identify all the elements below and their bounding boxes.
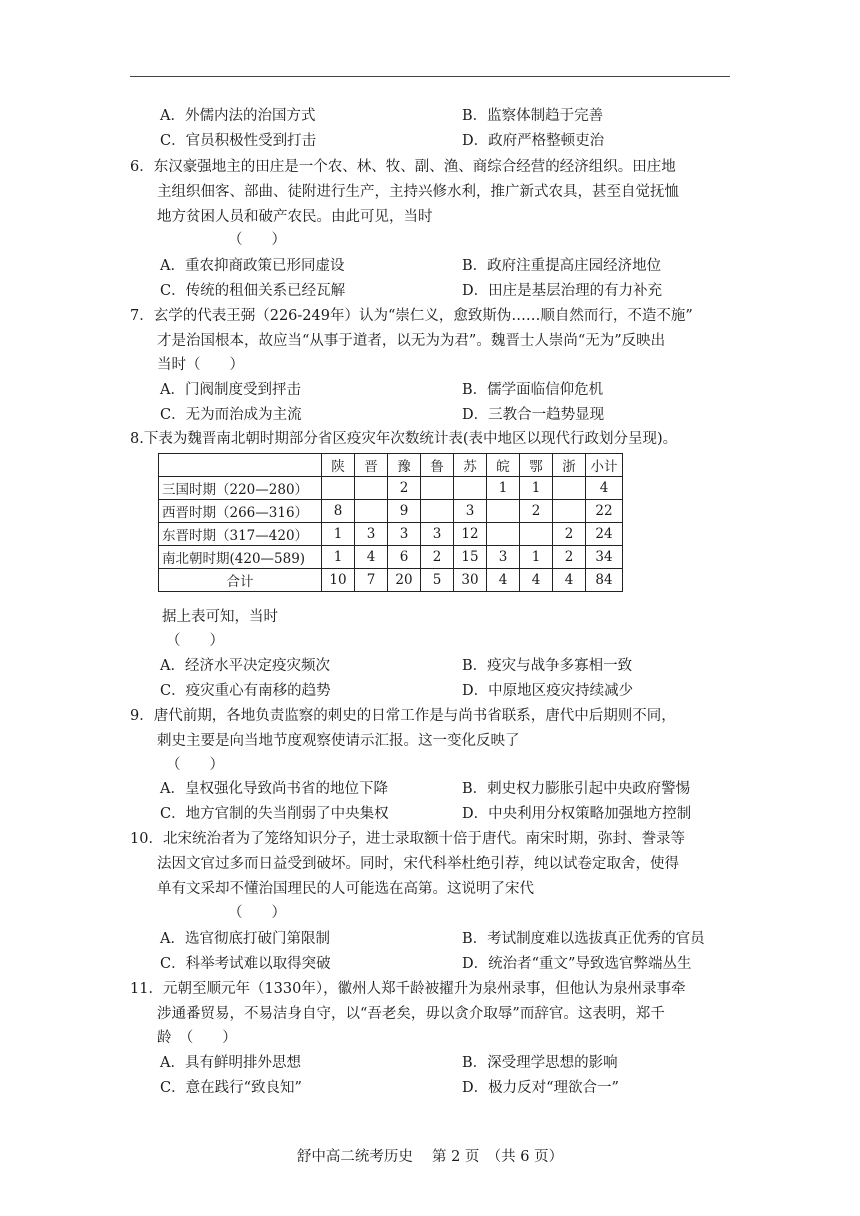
table-cell: 3 <box>454 500 487 523</box>
header-rule <box>130 76 730 77</box>
q11-stem-line2: 涉通番贸易，不易洁身自守，以“吾老矣，毋以贪介取辱”而辞官。这表明，郑千 <box>157 1006 665 1022</box>
q9-answer-blank: （ ） <box>166 757 224 773</box>
table-cell: 10 <box>322 569 355 592</box>
q6-stem-line3: 地方贫困人员和破产农民。由此可见，当时 <box>157 209 433 225</box>
q10-option-d: D．统治者“重文”导致选官弊端丛生 <box>462 956 692 972</box>
table-cell: 1 <box>487 477 520 500</box>
table-cell <box>322 477 355 500</box>
q11-option-c: C．意在践行“致良知” <box>160 1080 302 1096</box>
table-cell <box>553 500 586 523</box>
q8-after-table: 据上表可知，当时 <box>162 609 278 625</box>
q6-stem-line2: 主组织佃客、部曲、徒附进行生产，主持兴修水利，推广新式农具，甚至自觉抚恤 <box>157 184 679 200</box>
q6-option-b: B．政府注重提高庄园经济地位 <box>462 258 662 274</box>
table-row <box>159 500 623 523</box>
q10-option-b: B．考试制度难以选拔真正优秀的官员 <box>462 931 705 947</box>
table-cell: 3 <box>355 523 388 546</box>
table-cell: 1 <box>520 546 553 569</box>
table-cell: 4 <box>487 569 520 592</box>
q6-answer-blank: （ ） <box>228 232 286 248</box>
q8-answer-blank: （ ） <box>166 633 224 649</box>
table-cell: 34 <box>586 546 623 569</box>
table-cell: 2 <box>520 500 553 523</box>
table-cell: 4 <box>553 569 586 592</box>
table-header-cell: 豫 <box>388 454 421 477</box>
q11-stem-line1: 11．元朝至顺元年（1330年），徽州人郑千龄被擢升为泉州录事，但他认为泉州录事牵 <box>130 981 686 997</box>
q5-option-b: B．监察体制趋于完善 <box>462 108 604 124</box>
table-cell: 2 <box>421 546 454 569</box>
q11-stem-line3: 龄 （ ） <box>157 1030 237 1046</box>
q11-option-b: B．深受理学思想的影响 <box>462 1055 618 1071</box>
q9-stem-line1: 9．唐代前期，各地负责监察的刺史的日常工作是与尚书省联系，唐代中后期则不同， <box>130 708 676 724</box>
table-cell <box>454 477 487 500</box>
q8-option-b: B．疫灾与战争多寡相一致 <box>462 658 633 674</box>
page-footer: 舒中高二统考历史 第 2 页 （共 6 页） <box>296 1149 564 1165</box>
q9-option-d: D．中央利用分权策略加强地方控制 <box>462 806 692 822</box>
table-row <box>159 477 623 500</box>
table-row <box>159 523 623 546</box>
q6-option-a: A．重农抑商政策已形同虚设 <box>160 258 345 274</box>
q9-stem-line2: 刺史主要是向当地节度观察使请示汇报。这一变化反映了 <box>157 733 520 749</box>
q6-stem-line1: 6．东汉豪强地主的田庄是一个农、林、牧、副、渔、商综合经营的经济组织。田庄地 <box>130 159 676 175</box>
table-cell <box>487 523 520 546</box>
q7-option-b: B．儒学面临信仰危机 <box>462 382 604 398</box>
table-cell <box>553 477 586 500</box>
q6-option-c: C．传统的租佃关系已经瓦解 <box>160 283 346 299</box>
table-cell: 三国时期（220—280） <box>159 477 322 500</box>
table-total-row <box>159 569 623 592</box>
table-row <box>159 546 623 569</box>
table-cell: 5 <box>421 569 454 592</box>
q10-option-a: A．选官彻底打破门第限制 <box>160 931 330 947</box>
table-cell <box>421 500 454 523</box>
table-header-cell: 小计 <box>586 454 623 477</box>
table-header-cell: 陕 <box>322 454 355 477</box>
table-header-cell: 苏 <box>454 454 487 477</box>
q7-stem-line3: 当时（ ） <box>157 357 244 373</box>
table-cell: 6 <box>388 546 421 569</box>
table-cell: 1 <box>520 477 553 500</box>
table-cell <box>487 500 520 523</box>
table-cell: 24 <box>586 523 623 546</box>
q10-stem-line2: 法因文官过多而日益受到破坏。同时，宋代科举杜绝引荐，纯以试卷定取舍，使得 <box>157 856 679 872</box>
table-cell: 4 <box>355 546 388 569</box>
table-cell: 4 <box>586 477 623 500</box>
q7-option-c: C．无为而治成为主流 <box>160 407 302 423</box>
table-cell <box>355 477 388 500</box>
table-header-cell: 鄂 <box>520 454 553 477</box>
q10-answer-blank: （ ） <box>228 905 286 921</box>
table-cell: 9 <box>388 500 421 523</box>
table-cell: 22 <box>586 500 623 523</box>
q9-option-c: C．地方官制的失当削弱了中央集权 <box>160 806 389 822</box>
q10-stem-line3: 单有文采却不懂治国理民的人可能选在高第。这说明了宋代 <box>157 881 534 897</box>
table-cell <box>520 523 553 546</box>
table-cell: 15 <box>454 546 487 569</box>
table-cell: 3 <box>388 523 421 546</box>
table-cell: 7 <box>355 569 388 592</box>
table-cell: 30 <box>454 569 487 592</box>
table-cell <box>355 500 388 523</box>
table-cell: 1 <box>322 546 355 569</box>
q11-option-d: D．极力反对“理欲合一” <box>462 1080 619 1096</box>
q7-stem-line2: 才是治国根本，故应当“从事于道者，以无为为君”。魏晋士人崇尚“无为”反映出 <box>157 333 666 349</box>
q5-option-d: D．政府严格整顿吏治 <box>462 133 605 149</box>
table-cell: 84 <box>586 569 623 592</box>
q8-option-a: A．经济水平决定疫灾频次 <box>160 658 330 674</box>
table-cell: 2 <box>553 546 586 569</box>
q9-option-b: B．刺史权力膨胀引起中央政府警惕 <box>462 781 691 797</box>
table-cell: 2 <box>553 523 586 546</box>
epidemic-stats-table <box>158 453 623 592</box>
q7-option-a: A．门阀制度受到抨击 <box>160 382 301 398</box>
table-cell: 3 <box>421 523 454 546</box>
table-cell: 8 <box>322 500 355 523</box>
q5-option-a: A．外儒内法的治国方式 <box>160 108 316 124</box>
table-cell: 1 <box>322 523 355 546</box>
table-cell <box>421 477 454 500</box>
q9-option-a: A．皇权强化导致尚书省的地位下降 <box>160 781 388 797</box>
q8-option-c: C．疫灾重心有南移的趋势 <box>160 683 331 699</box>
table-cell: 3 <box>487 546 520 569</box>
table-header-cell: 浙 <box>553 454 586 477</box>
table-header-cell: 皖 <box>487 454 520 477</box>
table-cell: 东晋时期（317—420） <box>159 523 322 546</box>
q11-option-a: A．具有鲜明排外思想 <box>160 1055 301 1071</box>
table-header-cell <box>159 454 322 477</box>
table-cell: 4 <box>520 569 553 592</box>
table-cell: 合计 <box>159 569 322 592</box>
table-cell: 西晋时期（266—316） <box>159 500 322 523</box>
q10-stem-line1: 10．北宋统治者为了笼络知识分子，进士录取额十倍于唐代。南宋时期，弥封、誊录等 <box>130 831 685 847</box>
q8-stem-line1: 8.下表为魏晋南北朝时期部分省区疫灾年次数统计表(表中地区以现代行政划分呈现)。 <box>130 431 678 447</box>
q7-stem-line1: 7．玄学的代表王弼（226-249年）认为“崇仁义，愈致斯伪……顺自然而行，不造不施” <box>130 308 693 324</box>
table-header-row <box>159 454 623 477</box>
q10-option-c: C．科举考试难以取得突破 <box>160 956 331 972</box>
table-cell: 12 <box>454 523 487 546</box>
table-header-cell: 鲁 <box>421 454 454 477</box>
table-header-cell: 晋 <box>355 454 388 477</box>
table-cell: 南北朝时期(420—589) <box>159 546 322 569</box>
table-cell: 20 <box>388 569 421 592</box>
q7-option-d: D．三教合一趋势显现 <box>462 407 605 423</box>
q6-option-d: D．田庄是基层治理的有力补充 <box>462 283 663 299</box>
table-cell: 2 <box>388 477 421 500</box>
q5-option-c: C．官员积极性受到打击 <box>160 133 317 149</box>
q8-option-d: D．中原地区疫灾持续减少 <box>462 683 634 699</box>
